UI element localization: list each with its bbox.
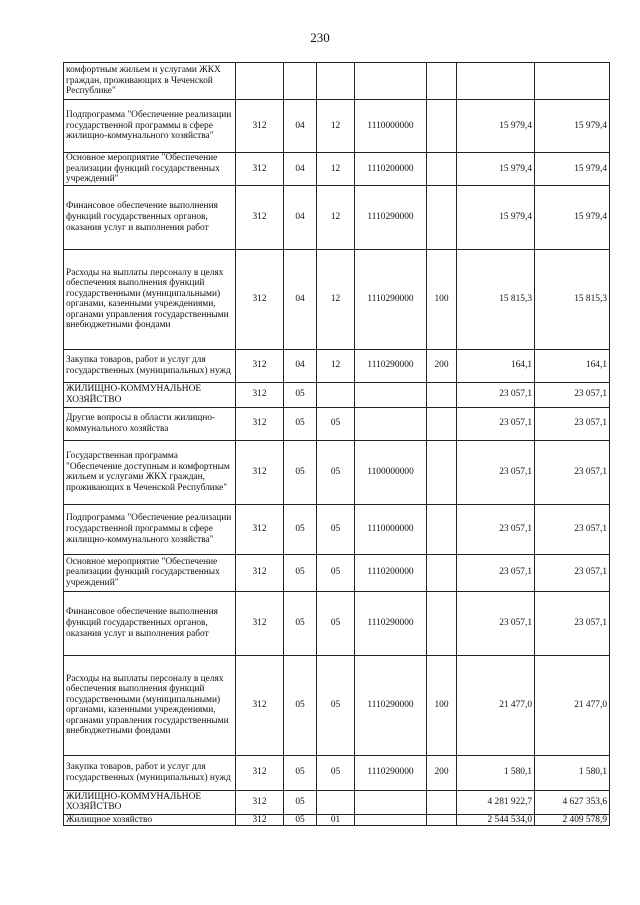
row-razdel-cell: 04 — [284, 349, 317, 382]
row-expense-type-cell: 100 — [427, 249, 457, 349]
row-razdel-cell: 04 — [284, 249, 317, 349]
row-expense-type-cell — [427, 407, 457, 440]
table-row — [64, 554, 610, 591]
row-amount-1-cell: 2 544 534,0 — [457, 814, 535, 826]
row-amount-1-cell: 23 057,1 — [457, 591, 535, 655]
table-row — [64, 153, 610, 186]
row-name-cell: Закупка товаров, работ и услуг для государственных (муниципальных) нужд — [64, 349, 236, 382]
row-amount-1-cell — [457, 63, 535, 100]
row-amount-1-cell: 15 979,4 — [457, 185, 535, 249]
row-amount-1-cell: 23 057,1 — [457, 382, 535, 407]
row-name-cell: Государственная программа "Обеспечение доступным и комфортным жильем и услугами ЖКХ граждан, проживающих в Чеченской Республике" — [64, 440, 236, 504]
row-podrazdel-cell: 05 — [317, 407, 355, 440]
row-podrazdel-cell: 05 — [317, 504, 355, 554]
row-expense-type-cell — [427, 790, 457, 814]
row-amount-2-cell: 23 057,1 — [535, 591, 610, 655]
row-target-article-cell — [355, 814, 427, 826]
row-ved-cell: 312 — [236, 655, 284, 755]
row-target-article-cell: 1110290000 — [355, 591, 427, 655]
row-amount-1-cell: 23 057,1 — [457, 504, 535, 554]
row-podrazdel-cell — [317, 63, 355, 100]
row-target-article-cell: 1100000000 — [355, 440, 427, 504]
row-amount-1-cell: 164,1 — [457, 349, 535, 382]
row-ved-cell: 312 — [236, 100, 284, 153]
row-target-article-cell — [355, 382, 427, 407]
row-razdel-cell: 05 — [284, 554, 317, 591]
table-row — [64, 591, 610, 655]
row-expense-type-cell — [427, 153, 457, 186]
row-expense-type-cell: 100 — [427, 655, 457, 755]
row-name-cell: Подпрограмма "Обеспечение реализации государственной программы в сфере жилищно-коммунального хозяйства" — [64, 504, 236, 554]
table-row — [64, 382, 610, 407]
table-row — [64, 407, 610, 440]
row-expense-type-cell — [427, 100, 457, 153]
row-podrazdel-cell — [317, 382, 355, 407]
row-name-cell: Подпрограмма "Обеспечение реализации государственной программы в сфере жилищно-коммунального хозяйства" — [64, 100, 236, 153]
row-ved-cell: 312 — [236, 349, 284, 382]
row-amount-2-cell: 1 580,1 — [535, 755, 610, 790]
row-amount-1-cell: 1 580,1 — [457, 755, 535, 790]
row-razdel-cell: 05 — [284, 814, 317, 826]
row-amount-1-cell: 21 477,0 — [457, 655, 535, 755]
row-target-article-cell: 1110200000 — [355, 554, 427, 591]
row-ved-cell: 312 — [236, 814, 284, 826]
row-expense-type-cell — [427, 185, 457, 249]
row-razdel-cell: 05 — [284, 382, 317, 407]
row-name-cell: ЖИЛИЩНО-КОММУНАЛЬНОЕ ХОЗЯЙСТВО — [64, 382, 236, 407]
row-target-article-cell: 1110290000 — [355, 349, 427, 382]
row-name-cell: Основное мероприятие "Обеспечение реализации функций государственных учреждений" — [64, 554, 236, 591]
row-amount-2-cell: 23 057,1 — [535, 382, 610, 407]
row-amount-2-cell: 2 409 578,9 — [535, 814, 610, 826]
row-target-article-cell: 1110290000 — [355, 185, 427, 249]
row-ved-cell: 312 — [236, 185, 284, 249]
row-expense-type-cell — [427, 440, 457, 504]
row-target-article-cell — [355, 407, 427, 440]
row-expense-type-cell — [427, 591, 457, 655]
row-name-cell: Финансовое обеспечение выполнения функций государственных органов, оказания услуг и выполнения работ — [64, 185, 236, 249]
row-amount-2-cell: 164,1 — [535, 349, 610, 382]
row-amount-1-cell: 15 815,3 — [457, 249, 535, 349]
row-amount-2-cell: 15 979,4 — [535, 100, 610, 153]
row-amount-1-cell: 4 281 922,7 — [457, 790, 535, 814]
row-razdel-cell: 04 — [284, 185, 317, 249]
row-razdel-cell: 04 — [284, 100, 317, 153]
row-name-cell: Другие вопросы в области жилищно-коммунального хозяйства — [64, 407, 236, 440]
table-row — [64, 814, 610, 826]
row-expense-type-cell — [427, 63, 457, 100]
row-amount-2-cell — [535, 63, 610, 100]
table-row — [64, 755, 610, 790]
row-amount-2-cell: 21 477,0 — [535, 655, 610, 755]
row-razdel-cell: 04 — [284, 153, 317, 186]
row-name-cell: Жилищное хозяйство — [64, 814, 236, 826]
row-target-article-cell — [355, 63, 427, 100]
table-row — [64, 440, 610, 504]
row-name-cell: ЖИЛИЩНО-КОММУНАЛЬНОЕ ХОЗЯЙСТВО — [64, 790, 236, 814]
row-target-article-cell: 1110000000 — [355, 504, 427, 554]
row-razdel-cell: 05 — [284, 790, 317, 814]
row-razdel-cell: 05 — [284, 655, 317, 755]
table-row — [64, 249, 610, 349]
row-expense-type-cell — [427, 814, 457, 826]
row-name-cell: комфортным жильем и услугами ЖКХ граждан, проживающих в Чеченской Республике" — [64, 63, 236, 100]
row-amount-2-cell: 15 979,4 — [535, 185, 610, 249]
row-podrazdel-cell: 05 — [317, 591, 355, 655]
row-ved-cell: 312 — [236, 504, 284, 554]
row-ved-cell: 312 — [236, 153, 284, 186]
row-podrazdel-cell: 05 — [317, 755, 355, 790]
table-row — [64, 349, 610, 382]
row-target-article-cell: 1110290000 — [355, 655, 427, 755]
row-name-cell: Финансовое обеспечение выполнения функций государственных органов, оказания услуг и выполнения работ — [64, 591, 236, 655]
table-row — [64, 655, 610, 755]
row-expense-type-cell — [427, 382, 457, 407]
row-amount-1-cell: 23 057,1 — [457, 440, 535, 504]
row-podrazdel-cell: 12 — [317, 349, 355, 382]
row-podrazdel-cell: 12 — [317, 100, 355, 153]
row-amount-2-cell: 23 057,1 — [535, 554, 610, 591]
row-name-cell: Закупка товаров, работ и услуг для государственных (муниципальных) нужд — [64, 755, 236, 790]
row-podrazdel-cell: 05 — [317, 440, 355, 504]
row-target-article-cell: 1110290000 — [355, 249, 427, 349]
row-amount-2-cell: 23 057,1 — [535, 440, 610, 504]
row-podrazdel-cell: 12 — [317, 185, 355, 249]
row-ved-cell: 312 — [236, 440, 284, 504]
row-target-article-cell — [355, 790, 427, 814]
row-podrazdel-cell: 12 — [317, 153, 355, 186]
row-ved-cell: 312 — [236, 554, 284, 591]
row-amount-2-cell: 4 627 353,6 — [535, 790, 610, 814]
row-razdel-cell: 05 — [284, 440, 317, 504]
row-razdel-cell — [284, 63, 317, 100]
row-ved-cell: 312 — [236, 249, 284, 349]
row-amount-2-cell: 23 057,1 — [535, 504, 610, 554]
row-amount-1-cell: 15 979,4 — [457, 100, 535, 153]
row-podrazdel-cell: 12 — [317, 249, 355, 349]
row-name-cell: Расходы на выплаты персоналу в целях обеспечения выполнения функций государственными (муниципальными) органами, казенными учреждениями, органами управления государственными внебюджетными фондами — [64, 655, 236, 755]
row-razdel-cell: 05 — [284, 504, 317, 554]
row-amount-1-cell: 23 057,1 — [457, 554, 535, 591]
row-expense-type-cell: 200 — [427, 349, 457, 382]
row-amount-2-cell: 15 979,4 — [535, 153, 610, 186]
row-ved-cell — [236, 63, 284, 100]
row-target-article-cell: 1110000000 — [355, 100, 427, 153]
row-expense-type-cell — [427, 504, 457, 554]
table-row — [64, 100, 610, 153]
table-row — [64, 185, 610, 249]
row-podrazdel-cell: 01 — [317, 814, 355, 826]
row-target-article-cell: 1110290000 — [355, 755, 427, 790]
row-ved-cell: 312 — [236, 407, 284, 440]
table-row — [64, 63, 610, 100]
row-name-cell: Расходы на выплаты персоналу в целях обеспечения выполнения функций государственными (муниципальными) органами, казенными учреждениями, органами управления государственными внебюджетными фондами — [64, 249, 236, 349]
row-ved-cell: 312 — [236, 790, 284, 814]
row-podrazdel-cell: 05 — [317, 655, 355, 755]
table-row — [64, 790, 610, 814]
row-expense-type-cell: 200 — [427, 755, 457, 790]
row-ved-cell: 312 — [236, 591, 284, 655]
row-razdel-cell: 05 — [284, 755, 317, 790]
page-number: 230 — [310, 30, 330, 45]
table-row — [64, 504, 610, 554]
row-name-cell: Основное мероприятие "Обеспечение реализации функций государственных учреждений" — [64, 153, 236, 186]
row-amount-2-cell: 23 057,1 — [535, 407, 610, 440]
row-ved-cell: 312 — [236, 755, 284, 790]
row-amount-1-cell: 23 057,1 — [457, 407, 535, 440]
row-podrazdel-cell: 05 — [317, 554, 355, 591]
row-razdel-cell: 05 — [284, 407, 317, 440]
row-target-article-cell: 1110200000 — [355, 153, 427, 186]
budget-table — [63, 62, 610, 826]
row-amount-2-cell: 15 815,3 — [535, 249, 610, 349]
row-razdel-cell: 05 — [284, 591, 317, 655]
row-podrazdel-cell — [317, 790, 355, 814]
row-amount-1-cell: 15 979,4 — [457, 153, 535, 186]
row-expense-type-cell — [427, 554, 457, 591]
row-ved-cell: 312 — [236, 382, 284, 407]
